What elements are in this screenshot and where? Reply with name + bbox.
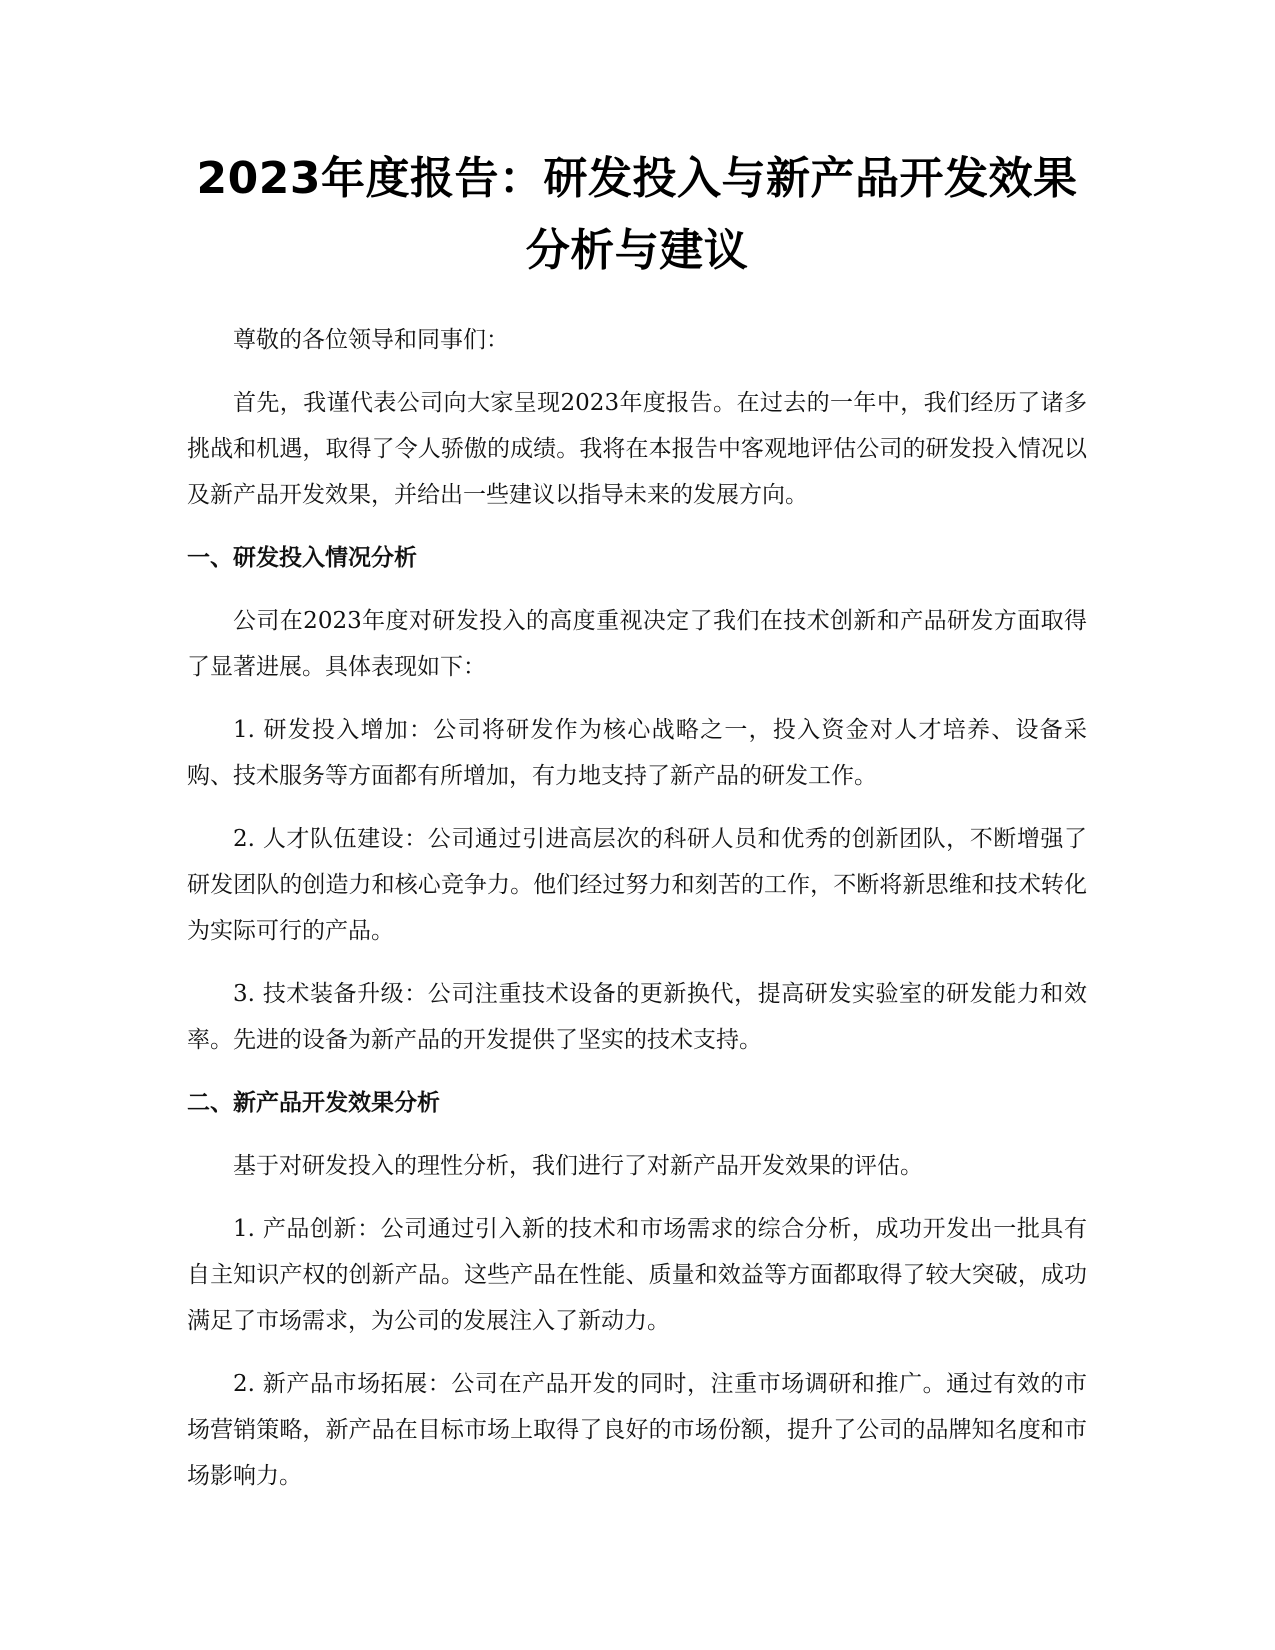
- section-1-item: 3. 技术装备升级：公司注重技术设备的更新换代，提高研发实验室的研发能力和效率。先进的设备为新产品的开发提供了坚实的技术支持。: [187, 981, 1087, 1053]
- title-line-2: 分析与建议: [525, 225, 749, 276]
- document-body: [187, 143, 1087, 1499]
- salutation: 尊敬的各位领导和同事们：: [233, 327, 509, 353]
- section-2-lead: 基于对研发投入的理性分析，我们进行了对新产品开发效果的评估。: [233, 1153, 923, 1179]
- section-2-heading: 二、新产品开发效果分析: [187, 1090, 440, 1116]
- section-2-item: 1. 产品创新：公司通过引入新的技术和市场需求的综合分析，成功开发出一批具有自主知识产权的创新产品。这些产品在性能、质量和效益等方面都取得了较大突破，成功满足了市场需求，为公司的发展注入了新动力。: [187, 1216, 1087, 1334]
- intro-paragraph: 首先，我谨代表公司向大家呈现2023年度报告。在过去的一年中，我们经历了诸多挑战和机遇，取得了令人骄傲的成绩。我将在本报告中客观地评估公司的研发投入情况以及新产品开发效果，并给出一些建议以指导未来的发展方向。: [187, 390, 1087, 508]
- section-1-item: 2. 人才队伍建设：公司通过引进高层次的科研人员和优秀的创新团队，不断增强了研发团队的创造力和核心竞争力。他们经过努力和刻苦的工作，不断将新思维和技术转化为实际可行的产品。: [187, 826, 1087, 944]
- section-1-lead: 公司在2023年度对研发投入的高度重视决定了我们在技术创新和产品研发方面取得了显著进展。具体表现如下：: [187, 608, 1087, 680]
- title-line-1: 2023年度报告：研发投入与新产品开发效果: [196, 153, 1078, 204]
- document-title: [187, 143, 1087, 287]
- section-2-item: 2. 新产品市场拓展：公司在产品开发的同时，注重市场调研和推广。通过有效的市场营销策略，新产品在目标市场上取得了良好的市场份额，提升了公司的品牌知名度和市场影响力。: [187, 1371, 1087, 1489]
- section-1-item: 1. 研发投入增加：公司将研发作为核心战略之一，投入资金对人才培养、设备采购、技术服务等方面都有所增加，有力地支持了新产品的研发工作。: [187, 717, 1087, 789]
- section-1-heading: 一、研发投入情况分析: [187, 545, 417, 571]
